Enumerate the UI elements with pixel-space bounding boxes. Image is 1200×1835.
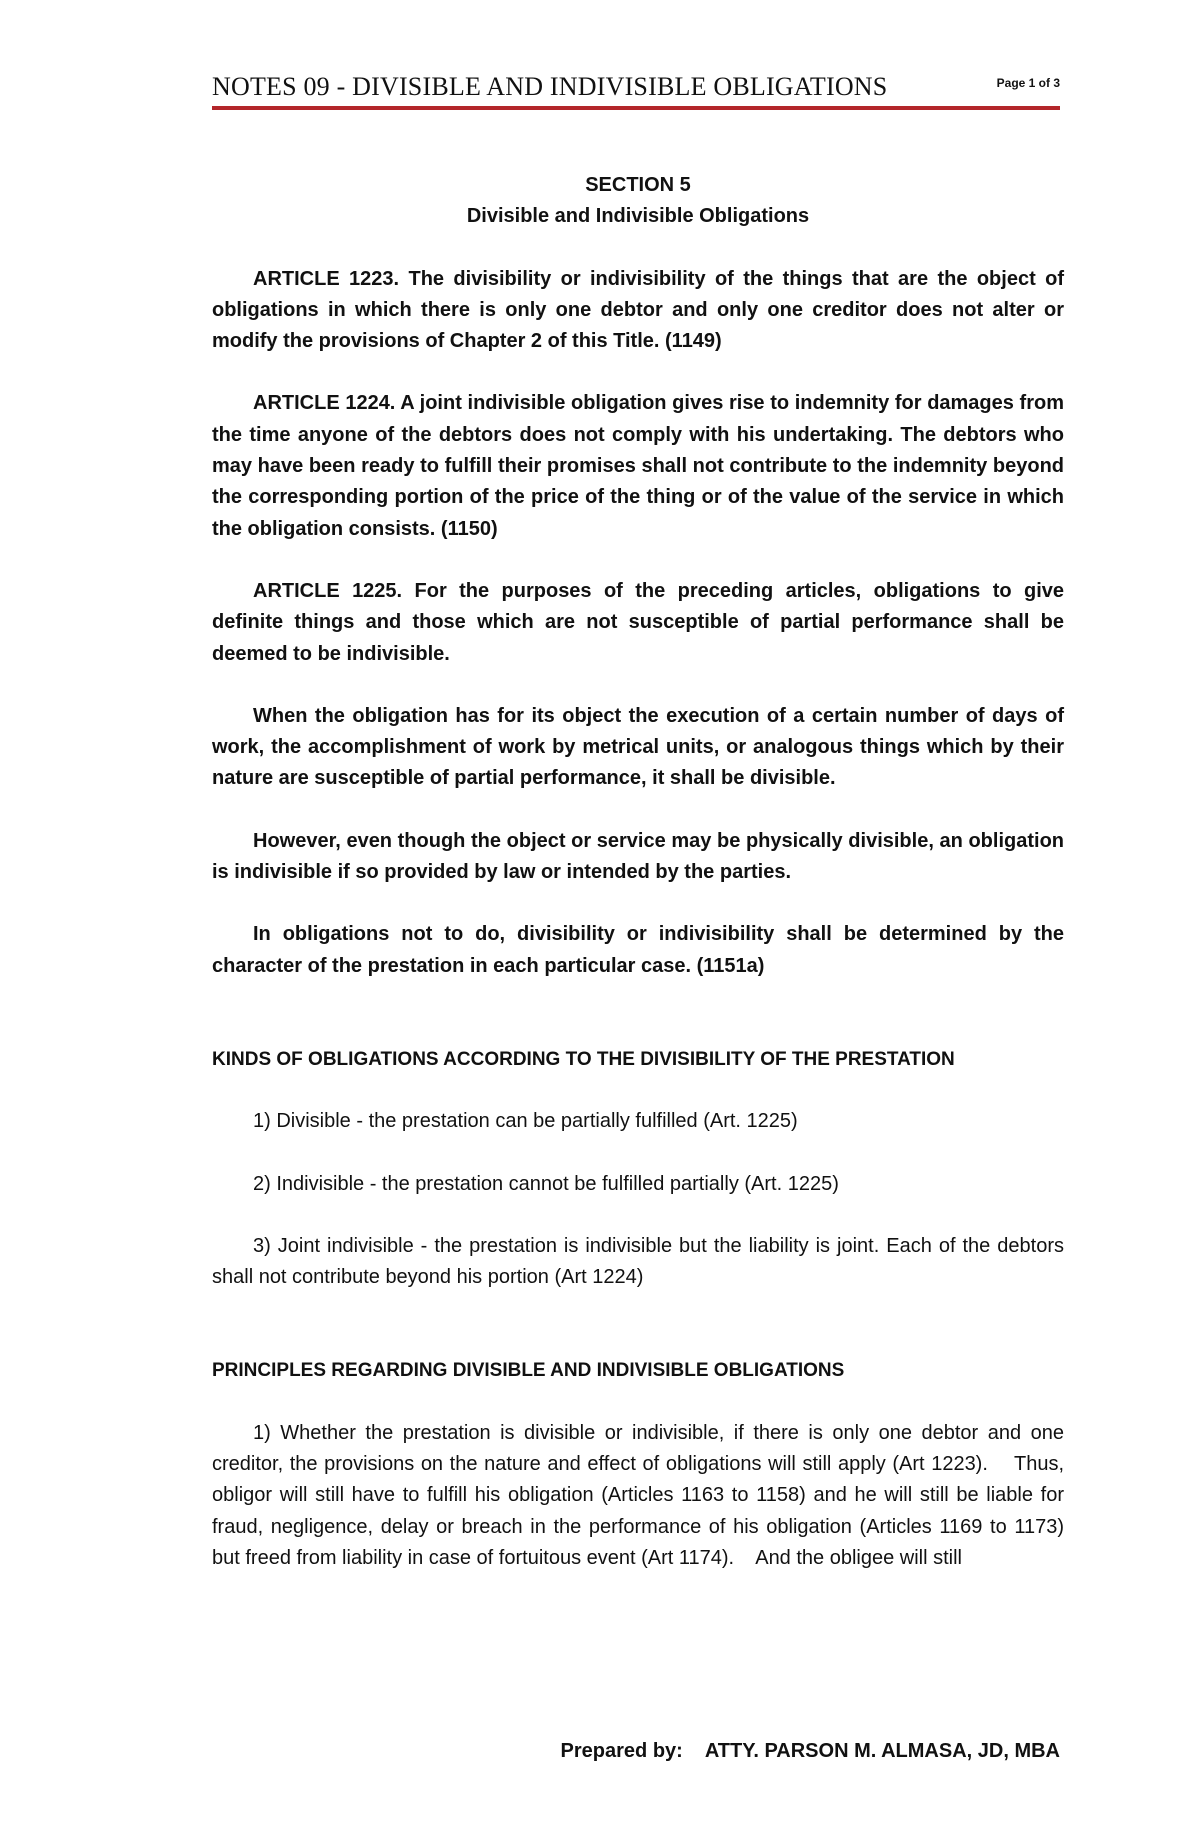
section-number: SECTION 5 <box>585 174 691 196</box>
page-footer <box>212 1740 1060 1763</box>
principles-item-1: 1) Whether the prestation is divisible or indivisible, if there is only one debtor and one creditor, the provisions on the nature and effect of obligations will still apply (Art 1223). Thus, obligor will still have to fulfill his obligation (Articles 1163 to 1158) and he will still be liable for fraud, negligence, delay or breach in the performance of his obligation (Articles 1169 to 1173) but freed from liability in case of fortuitous event (Art 1174). And the obligee will still <box>212 1421 1070 1569</box>
kinds-item-joint-indivisible: 3) Joint indivisible - the prestation is indivisible but the liability is joint. Each of the debtors shall not contribute beyond his portion (Art 1224) <box>212 1234 1064 1289</box>
article-1225-paragraph-4: In obligations not to do, divisibility or indivisibility shall be determined by the character of the prestation in each particular case. (1151a) <box>212 923 1064 977</box>
kinds-heading: KINDS OF OBLIGATIONS ACCORDING TO THE DIVISIBILITY OF THE PRESTATION <box>212 1048 955 1070</box>
article-1223: ARTICLE 1223. The divisibility or indivisibility of the things that are the object of obligations in which there is only one debtor and only one creditor does not alter or modify the provisions of Chapter 2 of this Title. (1149) <box>212 267 1064 353</box>
principles-heading: PRINCIPLES REGARDING DIVISIBLE AND INDIVISIBLE OBLIGATIONS <box>212 1360 845 1382</box>
document-title: NOTES 09 - DIVISIBLE AND INDIVISIBLE OBLIGATIONS <box>212 72 888 101</box>
kinds-item-indivisible: 2) Indivisible - the prestation cannot be fulfilled partially (Art. 1225) <box>253 1172 839 1195</box>
section-title: Divisible and Indivisible Obligations <box>466 205 810 228</box>
header-divider <box>212 106 1060 110</box>
article-1225-paragraph-2: When the obligation has for its object the execution of a certain number of days of work, the accomplishment of work by metrical units, or analogous things which by their nature are susceptible of partial performance, it shall be divisible. <box>212 704 1064 790</box>
article-1224: ARTICLE 1224. A joint indivisible obligation gives rise to indemnity for damages from the time anyone of the debtors does not comply with his undertaking. The debtors who may have been ready to fulfill their promises shall not contribute to the indemnity beyond the corresponding portion of the price of the thing or of the value of the service in which the obligation consists. (1150) <box>212 392 1064 540</box>
kinds-item-divisible: 1) Divisible - the prestation can be partially fulfilled (Art. 1225) <box>253 1110 798 1133</box>
author-name: ATTY. PARSON M. ALMASA, JD, MBA <box>704 1740 1060 1762</box>
article-1225-paragraph-3: However, even though the object or service may be physically divisible, an obligation is indivisible if so provided by law or intended by the parties. <box>212 829 1064 884</box>
page-number: Page 1 of 3 <box>996 76 1060 90</box>
prepared-by-label: Prepared by: <box>560 1740 683 1762</box>
article-1225: ARTICLE 1225. For the purposes of the preceding articles, obligations to give definite things and those which are not susceptible of partial performance shall be deemed to be indivisible. <box>212 579 1064 665</box>
document-body <box>212 170 1070 1574</box>
